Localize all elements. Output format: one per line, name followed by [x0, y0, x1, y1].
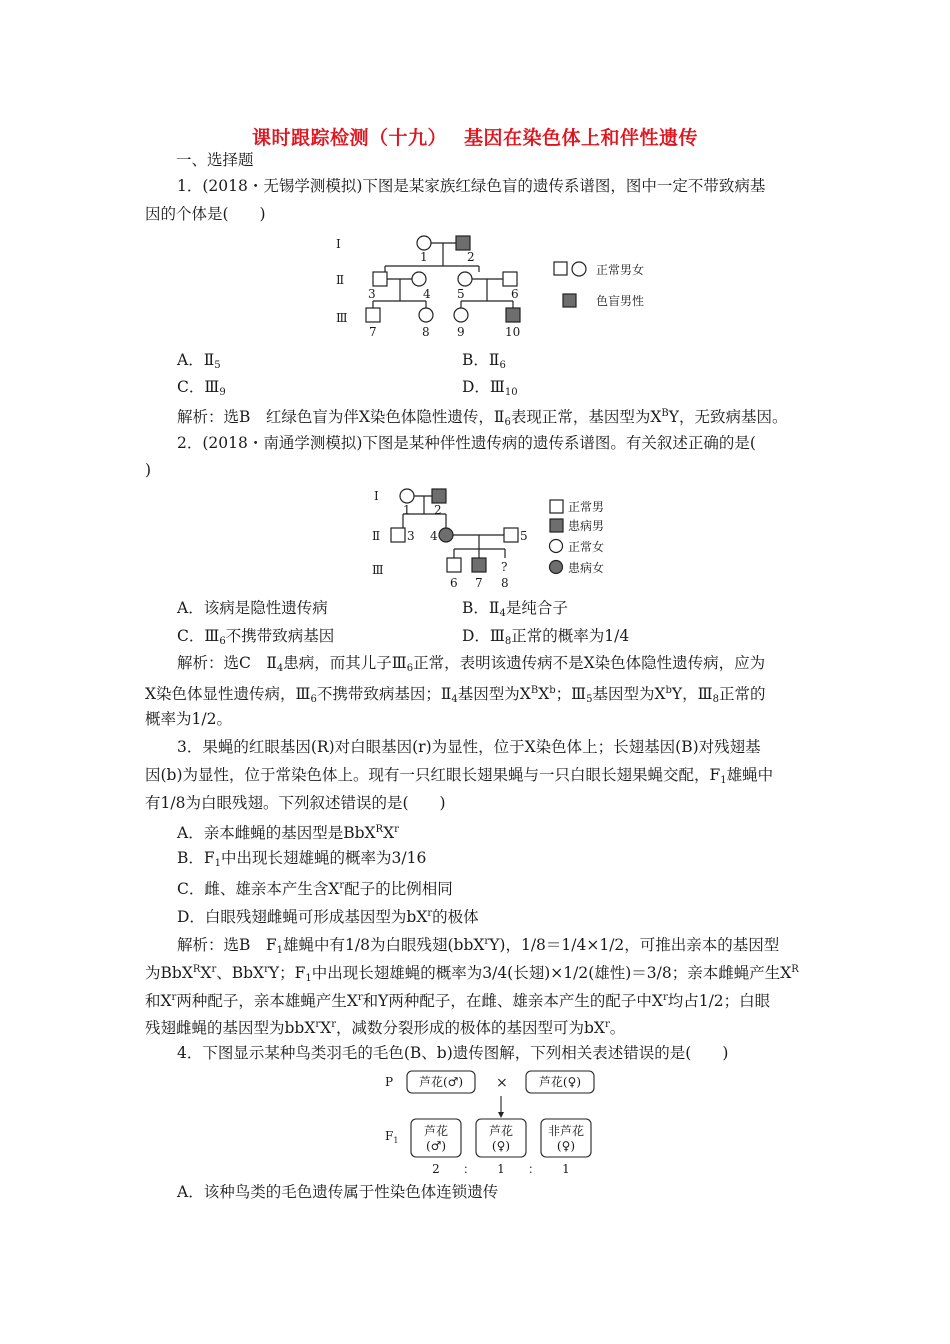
q2-legend-label-normal-male: 正常男 [568, 500, 605, 514]
q1-individual-I1 [417, 236, 431, 250]
q3-analysis-line-2: 为$BbX^RX^r$、BbX$^r$Y；$F_1$中出现长翅雄蝇的概率为3/4(长翅)×1/2(雄性)＝3/8；亲本雌蝇产生$X^R$ [145, 964, 799, 984]
q2-gen-III: Ⅲ [372, 563, 384, 577]
q3-stem-line-2: 因(b)为显性，位于常染色体上。现有一只红眼长翅果蝇与一只白眼长翅果蝇交配，$F_1$雄蝇中 [145, 766, 774, 786]
q3-analysis-line-1: 解析：选B $F_1$雄蝇中有1/8为白眼残翅(bbX$^r$Y)，1/8＝1/4×1/2，可推出亲本的基因型 [177, 936, 780, 956]
q2-gen-I: Ⅰ [374, 489, 379, 503]
q4-arrow-icon [498, 1112, 504, 1118]
q2-id-3: 3 [407, 529, 415, 543]
q2-individual-III6 [447, 558, 461, 572]
q4-f1-2-top: 芦花 [488, 1124, 514, 1138]
q1-individual-III10 [506, 308, 520, 322]
q1-legend-affected [563, 294, 576, 307]
q2-legend-normal-female [550, 540, 563, 553]
q2-legend-affected-female [550, 561, 563, 574]
q1-id-5: 5 [457, 287, 465, 301]
q1-individual-II4 [412, 272, 426, 286]
q2-analysis-line-1: 解析：选C $Ⅱ_4$患病，而其儿子$Ⅲ_6$正常，表明该遗传病不是X染色体隐性遗传病，应为 [177, 654, 766, 674]
q2-id-1: 1 [403, 503, 411, 517]
q2-individual-II3 [391, 528, 405, 542]
q2-id-6: 6 [450, 576, 458, 590]
q2-option-d: D．$Ⅲ_8$正常的概率为1/4 [462, 627, 630, 647]
q1-individual-II5 [458, 272, 472, 286]
q4-parent-male-label: 芦花(♂) [418, 1075, 464, 1089]
q2-id-4: 4 [430, 529, 438, 543]
q2-pedigree-diagram [366, 482, 626, 592]
q1-stem-line-1: 1．(2018・无锡学测模拟)下图是某家族红绿色盲的遗传系谱图，图中一定不带致病基 [177, 177, 766, 195]
q3-option-b: B．$F_1$中出现长翅雄蝇的概率为3/16 [177, 849, 427, 869]
q2-id-8: 8 [501, 576, 509, 590]
q2-stem-line-2: ) [145, 461, 152, 479]
q2-id-2: 2 [434, 503, 442, 517]
q4-ratio-2: 1 [497, 1162, 505, 1176]
q1-legend-circle [572, 262, 586, 276]
q3-option-c: C．雌、雄亲本产生含$X^r$配子的比例相同 [177, 880, 453, 898]
q3-analysis-line-4: 残翅雌蝇的基因型为$bbX^rX^r$，减数分裂形成的极体的基因型可为$bX^r$。 [145, 1019, 626, 1037]
q2-legend-normal-male [550, 500, 563, 513]
q1-individual-III8 [419, 308, 433, 322]
q2-legend-label-normal-female: 正常女 [568, 540, 605, 554]
q1-analysis: 解析：选B 红绿色盲为伴X染色体隐性遗传，$Ⅱ_6$表现正常，基因型为$X^BY$，无致病基因。 [177, 408, 788, 428]
q1-gen-II: Ⅱ [336, 273, 345, 287]
q1-id-2: 2 [467, 250, 475, 264]
q1-individual-II6 [503, 272, 517, 286]
q1-id-9: 9 [457, 325, 465, 339]
q2-stem-line-1: 2．(2018・南通学测模拟)下图是某种伴性遗传病的遗传系谱图。有关叙述正确的是( [177, 434, 756, 452]
q4-ratio-sep-2: ： [527, 1162, 541, 1176]
q3-stem-line-1: 3．果蝇的红眼基因(R)对白眼基因(r)为显性，位于X染色体上；长翅基因(B)对残翅基 [177, 738, 761, 756]
q4-cross-symbol: × [496, 1075, 508, 1091]
q2-analysis-line-2: X染色体显性遗传病，$Ⅲ_6$不携带致病基因；$Ⅱ_4$基因型为$X^BX^b$；$Ⅲ_5$基因型为$X^bY$，$Ⅲ_8$正常的 [145, 685, 766, 705]
q4-stem: 4．下图显示某种鸟类羽毛的毛色(B、b)遗传图解，下列相关表述错误的是( ) [177, 1044, 729, 1062]
q2-individual-III7 [472, 558, 486, 572]
q1-id-6: 6 [511, 287, 519, 301]
q3-option-d: D．白眼残翅雌蝇可形成基因型为$bX^r$的极体 [177, 908, 479, 926]
q1-id-7: 7 [369, 325, 377, 339]
q4-f1-3-top: 非芦花 [547, 1124, 585, 1138]
q1-id-8: 8 [422, 325, 430, 339]
q2-option-a: A．该病是隐性遗传病 [177, 599, 328, 617]
q2-analysis-line-3: 概率为1/2。 [145, 710, 232, 728]
q2-question-mark: ? [501, 560, 508, 574]
q1-individual-III7 [366, 308, 380, 322]
section-heading: 一、选择题 [176, 151, 254, 169]
q1-individual-II3 [373, 272, 387, 286]
q1-legend-affected-label: 色盲男性 [596, 294, 645, 308]
q4-f1-1-bottom: (♂) [425, 1139, 447, 1153]
q2-individual-II5 [504, 528, 518, 542]
q1-legend-normal-label: 正常男女 [596, 263, 645, 277]
q3-option-a: A．亲本雌蝇的基因型是$BbX^RX^r$ [177, 824, 399, 842]
page-title: 课时跟踪检测（十九） 基因在染色体上和伴性遗传 [251, 127, 699, 149]
q1-legend-square [554, 262, 567, 275]
q2-legend-label-affected-male: 患病男 [568, 519, 605, 533]
q2-option-b: B．$Ⅱ_4$是纯合子 [462, 599, 568, 619]
q3-stem-line-3: 有1/8为白眼残翅。下列叙述错误的是( ) [145, 794, 446, 812]
q1-individual-I2 [456, 236, 470, 250]
q4-f1-3-bottom: (♀) [556, 1139, 576, 1153]
q1-id-1: 1 [420, 250, 428, 264]
q2-legend-affected-male [550, 519, 563, 532]
q4-option-a: A．该种鸟类的毛色遗传属于性染色体连锁遗传 [177, 1183, 499, 1201]
q4-inheritance-diagram [380, 1068, 610, 1178]
q4-ratio-3: 1 [562, 1162, 570, 1176]
q1-gen-I: Ⅰ [336, 237, 341, 251]
q2-option-c: C．$Ⅲ_6$不携带致病基因 [177, 627, 335, 647]
q4-f1-1-top: 芦花 [423, 1124, 449, 1138]
q4-label-p: P [385, 1075, 394, 1089]
q1-individual-III9 [454, 308, 468, 322]
q4-ratio-sep-1: ： [462, 1162, 476, 1176]
q2-gen-II: Ⅱ [372, 529, 381, 543]
q2-legend-label-affected-female: 患病女 [568, 561, 605, 575]
q2-individual-I2 [432, 489, 446, 503]
q1-option-b: B．$Ⅱ_6$ [462, 351, 506, 371]
q2-individual-II4 [439, 528, 453, 542]
q4-f1-2-bottom: (♀) [491, 1139, 511, 1153]
q1-option-c: C．$Ⅲ_9$ [177, 378, 226, 398]
q1-option-a: A．$Ⅱ_5$ [177, 351, 221, 371]
q1-id-10: 10 [505, 325, 521, 339]
q4-label-f1: $F_1$ [385, 1129, 399, 1145]
q1-id-4: 4 [423, 287, 431, 301]
q4-ratio-1: 2 [432, 1162, 440, 1176]
q2-id-5: 5 [520, 529, 528, 543]
q4-parent-female-label: 芦花(♀) [538, 1075, 582, 1089]
q1-stem-line-2: 因的个体是( ) [145, 205, 266, 223]
q1-gen-III: Ⅲ [336, 311, 348, 325]
q3-analysis-line-3: 和$X^r$两种配子，亲本雄蝇产生$X^r$和Y两种配子，在雌、雄亲本产生的配子中$X^r$均占1/2；白眼 [145, 992, 771, 1010]
q1-pedigree-diagram [330, 228, 660, 348]
q2-individual-I1 [400, 489, 414, 503]
q2-id-7: 7 [475, 576, 483, 590]
q1-id-3: 3 [368, 287, 376, 301]
q1-option-d: D．$Ⅲ_{10}$ [462, 378, 518, 398]
